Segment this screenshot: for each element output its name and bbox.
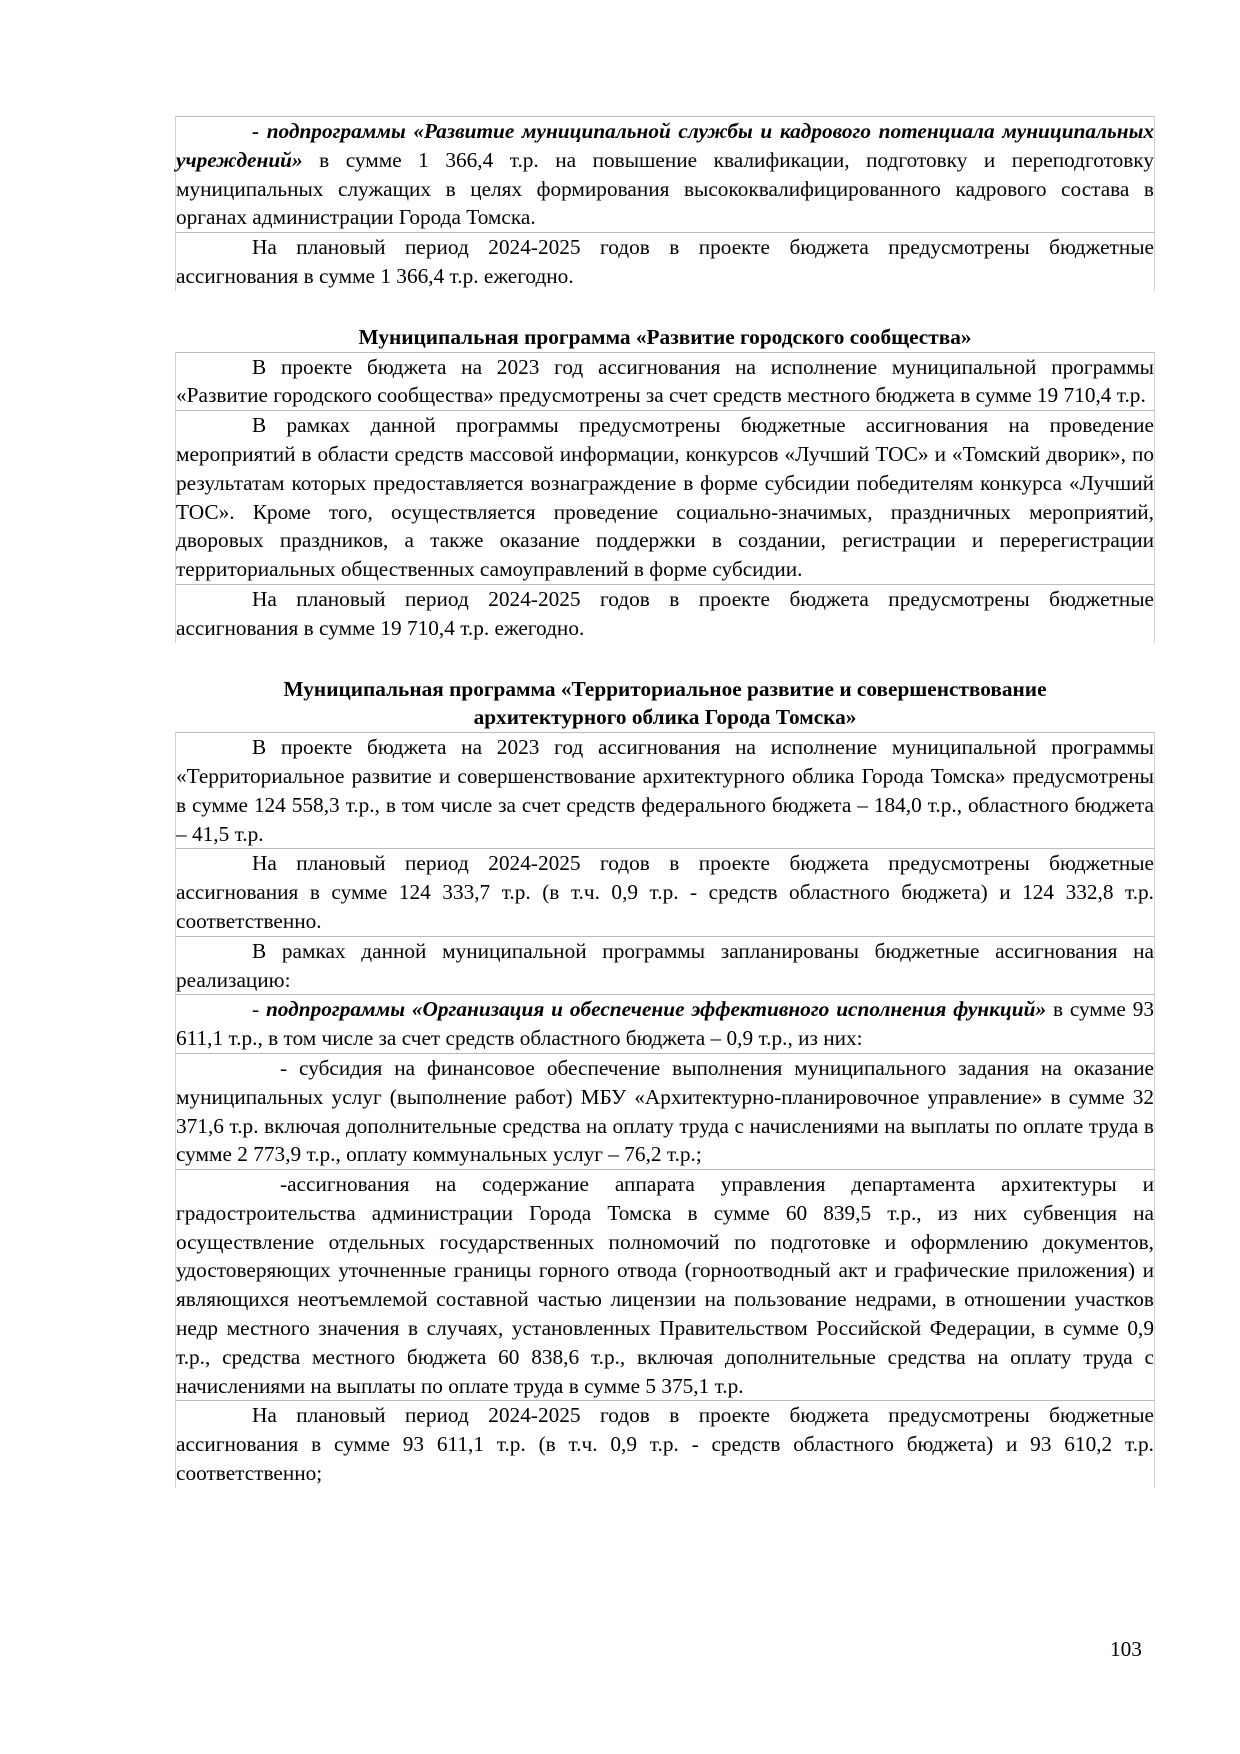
paragraph-territorial-allocations: В рамках данной муниципальной программы запланированы бюджетные ассигнования на реализацию: (175, 936, 1155, 995)
section-title-territorial-development (175, 675, 1155, 733)
paragraph-text: в сумме 1 366,4 т.р. на повышение квалификации, подготовку и переподготовку муниципальных служащих в целях формирования высококвалифицированного кадрового состава в органах администрации Города Томска. (176, 147, 1154, 230)
paragraph-territorial-budget: В проекте бюджета на 2023 год ассигнования на исполнение муниципальной программы «Территориальное развитие и совершенствование архитектурного облика Города Томска» предусмотрены в сумме 124 558,3 т.р., в том числе за счет средств федерального бюджета – 184,0 т.р., областного бюджета – 41,5 т.р. (175, 732, 1155, 848)
document-page (175, 116, 1155, 1488)
list-dash: - (252, 997, 266, 1022)
paragraph-subprogram-functions (175, 994, 1155, 1053)
section-title-city-community: Муниципальная программа «Развитие городского сообщества» (358, 324, 972, 349)
paragraph-territorial-plan-period: На плановый период 2024-2025 годов в проекте бюджета предусмотрены бюджетные ассигнования в сумме 124 333,7 т.р. (в т.ч. 0,9 т.р. - средств областного бюджета) и 124 332,8 т.р. соответственно. (175, 848, 1155, 935)
spacer (175, 643, 1155, 675)
spacer (175, 291, 1155, 323)
paragraph-community-activities: В рамках данной программы предусмотрены бюджетные ассигнования на проведение мероприятий в области средств массовой информации, конкурсов «Лучший ТОС» и «Томский дворик», по результатам которых предоставляется вознаграждение в форме субсидии победителям конкурса «Лучший ТОС». Кроме того, осуществляется проведение социально-значимых, праздничных мероприятий, дворовых праздников, а также оказание поддержки в создании, регистрации и перерегистрации территориальных общественных самоуправлений в форме субсидии. (175, 410, 1155, 584)
subprogram-title: - подпрограммы «Развитие муниципальной службы и кадрового потенциала муниципальных учреждений» (176, 119, 1154, 172)
subprogram-title: подпрограммы «Организация и обеспечение эффективного исполнения функций» (265, 997, 1047, 1022)
paragraph-text: в сумме 93 611,1 т.р., в том числе за счет средств областного бюджета – 0,9 т.р., из них: (176, 997, 1154, 1051)
paragraph-subprogram-municipal-service (175, 116, 1155, 232)
paragraph-plan-period-1: На плановый период 2024-2025 годов в проекте бюджета предусмотрены бюджетные ассигнования в сумме 1 366,4 т.р. ежегодно. (175, 232, 1155, 291)
page-number: 103 (1110, 1637, 1142, 1661)
paragraph-community-budget: В проекте бюджета на 2023 год ассигнования на исполнение муниципальной программы «Развитие городского сообщества» предусмотрены за счет средств местного бюджета в сумме 19 710,4 т.р. (175, 352, 1155, 411)
paragraph-functions-plan-period: На плановый период 2024-2025 годов в проекте бюджета предусмотрены бюджетные ассигнования в сумме 93 611,1 т.р. (в т.ч. 0,9 т.р. - средств областного бюджета) и 93 610,2 т.р. соответственно; (175, 1400, 1155, 1487)
section-title-line-2: архитектурного облика Города Томска» (473, 705, 857, 730)
section-title-line-1: Муниципальная программа «Территориальное развитие и совершенствование (283, 676, 1047, 701)
paragraph-apparatus-allocations: -ассигнования на содержание аппарата управления департамента архитектуры и градостроительства администрации Города Томска в сумме 60 839,5 т.р., из них субвенция на осуществление отдельных государственных полномочий по подготовке и оформлению документов, удостоверяющих уточненные границы горного отвода (горноотводный акт и графические приложения) и являющихся неотъемлемой составной частью лицензии на пользование недрами, в отношении участков недр местного значения в случаях, установленных Правительством Российской Федерации, в сумме 0,9 т.р., средства местного бюджета 60 838,6 т.р., включая дополнительные средства на оплату труда с начислениями на выплаты по оплате труда в сумме 5 375,1 т.р. (175, 1169, 1155, 1400)
paragraph-subsidy-mbu: - субсидия на финансовое обеспечение выполнения муниципального задания на оказание муниципальных услуг (выполнение работ) МБУ «Архитектурно-планировочное управление» в сумме 32 371,6 т.р. включая дополнительные средства на оплату труда с начислениями на выплаты по оплате труда в сумме 2 773,9 т.р., оплату коммунальных услуг – 76,2 т.р.; (175, 1053, 1155, 1169)
paragraph-community-plan-period: На плановый период 2024-2025 годов в проекте бюджета предусмотрены бюджетные ассигнования в сумме 19 710,4 т.р. ежегодно. (175, 584, 1155, 643)
